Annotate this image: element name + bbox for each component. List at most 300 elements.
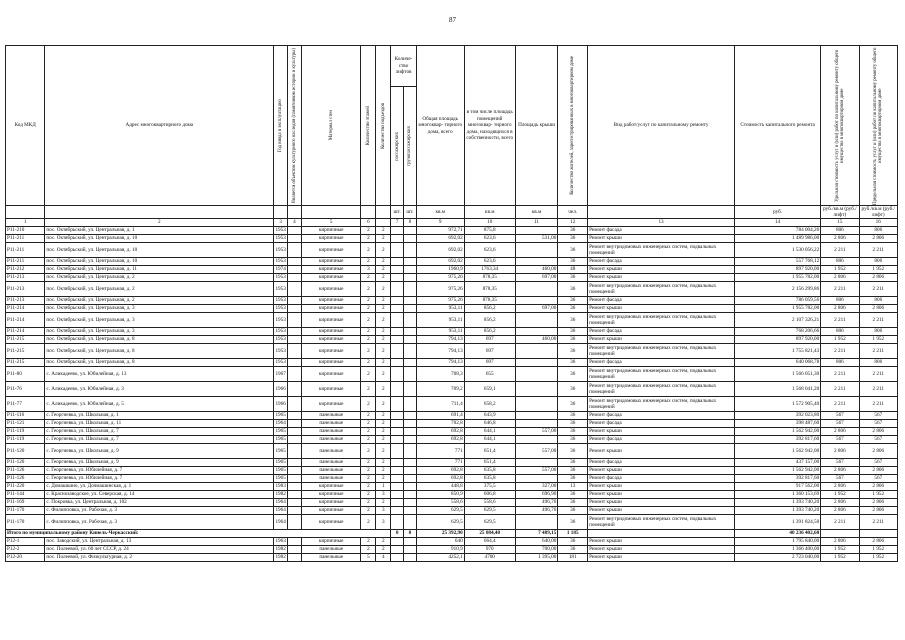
cell-unit-cost: 2 211 <box>821 242 859 257</box>
header-year: Год ввода в эксплуатацию <box>278 99 284 152</box>
cell-total-area: 711,4 <box>416 396 464 411</box>
cell-work: Ремонт фасада <box>588 257 735 265</box>
cell-code: Р11-211 <box>6 242 45 257</box>
cell-roof-area: 496,70 <box>515 506 558 514</box>
table-row <box>6 273 898 281</box>
cell-floors: 2 <box>361 435 376 443</box>
cell-address: пос. Октябрьский, ул. Центральная, д. 10 <box>45 242 274 257</box>
cell-total-area: 910,9 <box>416 545 464 553</box>
cell-unit-cost: 2 211 <box>821 343 859 358</box>
cell-material: кирпичные <box>301 381 361 396</box>
cell-entrances: 2 <box>376 435 391 443</box>
cell-max-cost: 567 <box>859 419 897 427</box>
cell-roof-area <box>515 419 558 427</box>
cell-cost: 917 562,00 <box>735 482 821 490</box>
cell-code: Р11-214 <box>6 304 45 312</box>
cell-cost: 2 156 299,86 <box>735 281 821 296</box>
cell-floors: 2 <box>361 474 376 482</box>
cell-code: Р11-214 <box>6 312 45 327</box>
cell-floors: 2 <box>361 381 376 396</box>
cell-year: 1953 <box>275 258 286 265</box>
cell-max-cost: 806 <box>859 358 897 366</box>
cell-address: с. Филипповка, ул. Рабочая, д. 3 <box>45 506 274 514</box>
cell-year: 1953 <box>274 242 288 257</box>
cell-work: Ремонт фасада <box>588 411 735 419</box>
cell-max-cost: 2 806 <box>859 466 897 474</box>
cell-work: Ремонт крыши <box>588 427 735 435</box>
cell-floors: 2 <box>361 458 376 466</box>
cell-owned-area: 856,2 <box>464 327 515 335</box>
cell-code: Р11-119 <box>6 427 45 435</box>
cell-owned-area: 558,6 <box>464 498 515 506</box>
cell-year: 1982 <box>275 554 286 561</box>
cell-work: Ремонт крыши <box>588 537 735 545</box>
cell-work: Ремонт внутридомовых инженерных систем, подвальных помещений <box>588 281 735 296</box>
cell-floors: 2 <box>361 257 376 265</box>
cell-total-area: 692,02 <box>416 234 464 242</box>
cell-roof-area <box>515 396 558 411</box>
cell-cost: 1 568 041,20 <box>735 381 821 396</box>
cell-address: пос. Октябрьский, ул. Центральная, д. 8 <box>45 343 274 358</box>
cell-entrances: 2 <box>376 335 391 343</box>
cell-code: Р11-80 <box>6 366 45 381</box>
cell-entrances: 2 <box>376 366 391 381</box>
cell-max-cost: 567 <box>859 474 897 482</box>
cell-work: Ремонт крыши <box>588 273 735 281</box>
cell-cost: 1 562 942,00 <box>735 443 821 458</box>
cell-code: Р11-170 <box>6 506 45 514</box>
cell-floors: 2 <box>361 234 376 242</box>
cell-unit-cost: 567 <box>821 458 859 466</box>
cell-entrances: 2 <box>376 242 391 257</box>
cell-entrances: 2 <box>376 466 391 474</box>
cell-roof-area: 557,00 <box>515 427 558 435</box>
cell-unit-cost: 2 211 <box>821 366 859 381</box>
cell-entrances: 2 <box>376 537 391 545</box>
table-row <box>6 234 898 242</box>
cell-roof-area <box>515 327 558 335</box>
cell-year: 1963 <box>275 538 286 545</box>
cell-address: пос. Полеевой, ул. 60 лет СССР, д. 24 <box>45 545 274 553</box>
cell-unit-cost: 567 <box>821 411 859 419</box>
cell-entrances: 2 <box>376 226 391 234</box>
cell-residents: 36 <box>558 335 588 343</box>
cell-cost: 2 723 040,00 <box>735 553 821 561</box>
cell-roof-area <box>515 242 558 257</box>
cell-roof-area <box>515 381 558 396</box>
cell-max-cost: 2 211 <box>859 381 897 396</box>
table-row <box>6 343 898 358</box>
total-cost: 40 236 402,60 <box>735 529 821 537</box>
cell-residents: 36 <box>558 506 588 514</box>
cell-max-cost: 567 <box>859 435 897 443</box>
cell-unit-cost: 1 952 <box>821 553 859 561</box>
cell-owned-area: 629,5 <box>464 506 515 514</box>
cell-floors: 2 <box>361 242 376 257</box>
cell-work: Ремонт крыши <box>588 466 735 474</box>
cell-unit-cost: 2 806 <box>821 537 859 545</box>
cell-material: панельные <box>301 458 361 466</box>
cell-material: кирпичные <box>301 514 361 529</box>
cell-address: пос. Октябрьский, ул. Центральная, д. 8 <box>45 358 274 366</box>
table-row <box>6 474 898 482</box>
cell-work: Ремонт внутридомовых инженерных систем, подвальных помещений <box>588 381 735 396</box>
cell-owned-area: 375,5 <box>464 482 515 490</box>
cell-work: Ремонт внутридомовых инженерных систем, подвальных помещений <box>588 242 735 257</box>
cell-floors: 2 <box>361 427 376 435</box>
cell-floors: 2 <box>361 396 376 411</box>
cell-cost: 1 572 905,40 <box>735 396 821 411</box>
cell-max-cost: 2 211 <box>859 343 897 358</box>
header-material: Материал стен <box>328 110 334 141</box>
cell-material: кирпичные <box>301 490 361 498</box>
cell-entrances: 2 <box>376 427 391 435</box>
cell-year: 1966 <box>274 396 288 411</box>
cell-max-cost: 2 211 <box>859 396 897 411</box>
cell-floors: 2 <box>361 506 376 514</box>
cell-unit-cost: 2 806 <box>821 234 859 242</box>
cell-unit-cost: 2 806 <box>821 273 859 281</box>
cell-residents: 36 <box>558 304 588 312</box>
cell-owned-area: 856,2 <box>464 312 515 327</box>
cell-address: пос. Октябрьский, ул. Центральная, д. 2 <box>45 273 274 281</box>
cell-total-area: 972,71 <box>416 226 464 234</box>
cell-year: 1983 <box>275 483 286 490</box>
cell-max-cost: 2 211 <box>859 281 897 296</box>
cell-address: с. Аликадеево, ул. Юбилейная, д. 5 <box>45 396 274 411</box>
cell-work: Ремонт крыши <box>588 490 735 498</box>
cell-work: Ремонт фасада <box>588 474 735 482</box>
cell-code: Р11-144 <box>6 490 45 498</box>
cell-residents: 36 <box>558 381 588 396</box>
cell-work: Ремонт внутридомовых инженерных систем, подвальных помещений <box>588 366 735 381</box>
cell-address: пос. Октябрьский, ул. Центральная, д. 1 <box>45 226 274 234</box>
cell-roof-area <box>515 312 558 327</box>
cell-year: 1953 <box>275 305 286 312</box>
cell-entrances: 2 <box>376 443 391 458</box>
cell-residents: 36 <box>558 273 588 281</box>
cell-owned-area: 651,4 <box>464 443 515 458</box>
cell-unit-cost: 1 952 <box>821 545 859 553</box>
cell-code: Р11-215 <box>6 343 45 358</box>
cell-unit-cost: 1 952 <box>821 490 859 498</box>
table-row <box>6 435 898 443</box>
cell-address: пос. Октябрьский, ул. Центральная, д. 2 <box>45 296 274 304</box>
cell-cost: 1 366 400,00 <box>735 545 821 553</box>
cell-owned-area: 644,1 <box>464 427 515 435</box>
cell-work: Ремонт внутридомовых инженерных систем, подвальных помещений <box>588 514 735 529</box>
table-row <box>6 490 898 498</box>
cell-total-area: 975,26 <box>416 296 464 304</box>
cell-address: с. Георгиевка, ул. Школьная, д. 7 <box>45 435 274 443</box>
header-cultural: Является объектом культурного наследия (памятником истории и культуры) <box>291 47 297 204</box>
cell-address: с. Георгиевка, ул. Школьная, д. 9 <box>45 443 274 458</box>
header-total-area: Общая площадь многоквар- тирного дома, всего <box>418 115 463 135</box>
cell-roof-area: 557,00 <box>515 466 558 474</box>
cell-entrances: 3 <box>376 490 391 498</box>
table-row <box>6 545 898 553</box>
table-row <box>6 443 898 458</box>
cell-work: Ремонт фасада <box>588 458 735 466</box>
cell-work: Ремонт фасада <box>588 296 735 304</box>
cell-max-cost: 2 211 <box>859 514 897 529</box>
cell-unit-cost: 2 806 <box>821 427 859 435</box>
cell-entrances: 2 <box>376 343 391 358</box>
cell-total-area: 558,6 <box>416 498 464 506</box>
cell-residents: 48 <box>558 265 588 273</box>
cell-year: 1965 <box>274 443 288 458</box>
cell-material: кирпичные <box>301 482 361 490</box>
cell-floors: 3 <box>361 265 376 273</box>
cell-material: кирпичные <box>301 396 361 411</box>
cell-year: 1974 <box>275 266 286 273</box>
cell-roof-area <box>515 281 558 296</box>
cell-code: Р11-121 <box>6 419 45 427</box>
cell-total-area: 771 <box>416 458 464 466</box>
cell-code: Р11-126 <box>6 474 45 482</box>
cell-owned-area: 635,8 <box>464 466 515 474</box>
cell-residents: 36 <box>558 537 588 545</box>
cell-residents: 36 <box>558 312 588 327</box>
cell-unit-cost: 1 952 <box>821 265 859 273</box>
total-residents: 1 185 <box>558 529 588 537</box>
cell-material: кирпичные <box>301 257 361 265</box>
cell-owned-area: 878,35 <box>464 296 515 304</box>
cell-year: 1953 <box>275 297 286 304</box>
cell-material: кирпичные <box>301 296 361 304</box>
cell-material: панельные <box>301 443 361 458</box>
cell-year: 1953 <box>274 343 288 358</box>
header-address: Адрес многоквартирного дома <box>45 46 274 206</box>
cell-total-area: 692,8 <box>416 474 464 482</box>
cell-entrances: 2 <box>376 273 391 281</box>
cell-material: панельные <box>301 545 361 553</box>
cell-floors: 2 <box>361 281 376 296</box>
cell-cost: 398 487,60 <box>735 419 821 427</box>
cell-entrances: 2 <box>376 419 391 427</box>
cell-residents: 36 <box>558 545 588 553</box>
cell-code: Р11-211 <box>6 257 45 265</box>
cell-year: 1953 <box>275 328 286 335</box>
cell-total-area: 448,8 <box>416 482 464 490</box>
cell-owned-area: 697 <box>464 358 515 366</box>
cell-roof-area: 557,00 <box>515 443 558 458</box>
cell-work: Ремонт крыши <box>588 443 735 458</box>
cell-residents: 13 <box>558 482 588 490</box>
cell-material: кирпичные <box>301 537 361 545</box>
cell-address: пос. Октябрьский, ул. Центральная, д. 3 <box>45 312 274 327</box>
cell-residents: 36 <box>558 419 588 427</box>
cell-address: с. Георгиевка, ул. Школьная, д. 1 <box>45 411 274 419</box>
cell-address: с. Аликадеево, ул. Юбилейная, д. 3 <box>45 381 274 396</box>
cell-cost: 1 530 056,22 <box>735 242 821 257</box>
cell-work: Ремонт крыши <box>588 553 735 561</box>
cell-floors: 2 <box>361 226 376 234</box>
cell-material: панельные <box>301 474 361 482</box>
cell-total-area: 692,8 <box>416 466 464 474</box>
table-row <box>6 296 898 304</box>
cell-work: Ремонт крыши <box>588 234 735 242</box>
cell-year: 1964 <box>274 514 288 529</box>
cell-material: кирпичные <box>301 234 361 242</box>
table-row <box>6 396 898 411</box>
cell-address: пос. Октябрьский, ул. Центральная, д. 2 <box>45 281 274 296</box>
cell-total-area: 4252,1 <box>416 553 464 561</box>
cell-owned-area: 623,6 <box>464 234 515 242</box>
cell-max-cost: 2 806 <box>859 506 897 514</box>
cell-code: Р11-170 <box>6 514 45 529</box>
cell-owned-area: 1763,34 <box>464 265 515 273</box>
cell-floors: 2 <box>361 343 376 358</box>
header-floors: Количество этажей <box>365 105 371 146</box>
cell-total-area: 975,26 <box>416 281 464 296</box>
cell-material: кирпичные <box>301 273 361 281</box>
cell-cost: 1 393 740,20 <box>735 506 821 514</box>
cell-code: Р11-213 <box>6 273 45 281</box>
cell-unit-cost: 567 <box>821 419 859 427</box>
cell-roof-area <box>515 226 558 234</box>
cell-cost: 1 391 824,50 <box>735 514 821 529</box>
cell-roof-area: 1 395,00 <box>515 553 558 561</box>
cell-floors: 2 <box>361 514 376 529</box>
cell-address: пос. Заводский, ул. Центральная, д. 13 <box>45 537 274 545</box>
cell-year: 1953 <box>275 359 286 366</box>
cell-residents: 36 <box>558 514 588 529</box>
cell-floors: 2 <box>361 537 376 545</box>
cell-total-area: 640 <box>416 537 464 545</box>
cell-year: 1953 <box>274 312 288 327</box>
cell-entrances: 2 <box>376 257 391 265</box>
cell-roof-area: 460,00 <box>515 335 558 343</box>
cell-entrances: 2 <box>376 296 391 304</box>
cell-total-area: 850,9 <box>416 490 464 498</box>
cell-max-cost: 2 806 <box>859 234 897 242</box>
cell-roof-area: 460,00 <box>515 265 558 273</box>
total-label: Итого по муниципальному району Кинель-Черкасский: <box>6 529 391 537</box>
total-roof-area: 7 489,15 <box>515 529 558 537</box>
cell-unit-cost: 2 211 <box>821 396 859 411</box>
header-cost: Стоимость капитального ремонта <box>740 122 815 129</box>
cell-total-area: 794,13 <box>416 358 464 366</box>
cell-max-cost: 806 <box>859 327 897 335</box>
cell-roof-area: 640,00 <box>515 537 558 545</box>
cell-residents: 36 <box>558 458 588 466</box>
cell-unit-cost: 806 <box>821 257 859 265</box>
cell-roof-area <box>515 343 558 358</box>
cell-unit-cost: 2 806 <box>821 482 859 490</box>
cell-total-area: 692,8 <box>416 427 464 435</box>
header-work: Вид работ/услуг по капитальному ремонту <box>613 122 709 129</box>
cell-material: кирпичные <box>301 327 361 335</box>
cell-roof-area <box>515 366 558 381</box>
cell-residents: 36 <box>558 343 588 358</box>
cell-entrances: 1 <box>376 482 391 490</box>
total-row <box>6 529 898 537</box>
cell-address: с. Георгиевка, ул. Школьная, д. 7 <box>45 427 274 435</box>
cell-residents: 36 <box>558 427 588 435</box>
cell-material: кирпичные <box>301 312 361 327</box>
header-unit-cost: Удельная стоимость услуг и (или) работ по капитальному ремонту общего имущества в многоквартирном доме <box>834 49 845 202</box>
cell-unit-cost: 2 211 <box>821 281 859 296</box>
cell-floors: 2 <box>361 498 376 506</box>
cell-residents: 36 <box>558 226 588 234</box>
cell-max-cost: 1 952 <box>859 545 897 553</box>
cell-address: пос. Октябрьский, ул. Центральная, д. 10 <box>45 234 274 242</box>
cell-material: кирпичные <box>301 226 361 234</box>
cell-material: кирпичные <box>301 343 361 358</box>
cell-cost: 1 393 740,20 <box>735 498 821 506</box>
cell-max-cost: 567 <box>859 458 897 466</box>
cell-total-area: 771 <box>416 443 464 458</box>
table-row <box>6 242 898 257</box>
cell-address: пос. Октябрьский, ул. Центральная, д. 3 <box>45 304 274 312</box>
cell-owned-area: 644,1 <box>464 435 515 443</box>
cell-owned-area: 606,8 <box>464 490 515 498</box>
cell-owned-area: 875,8 <box>464 226 515 234</box>
cell-address: пос. Октябрьский, ул. Центральная, д. 11 <box>45 265 274 273</box>
cell-total-area: 692,02 <box>416 257 464 265</box>
cell-residents: 36 <box>558 443 588 458</box>
total-lifts-passenger: 0 <box>391 529 404 537</box>
cell-material: кирпичные <box>301 265 361 273</box>
cell-cost: 640 068,78 <box>735 358 821 366</box>
cell-material: кирпичные <box>301 335 361 343</box>
cell-code: Р12-2 <box>6 545 45 553</box>
cell-address: пос. Полеевой, ул. Физкультурная, д. 2 <box>45 553 274 561</box>
cell-entrances: 2 <box>376 265 391 273</box>
cell-owned-area: 659,1 <box>464 381 515 396</box>
cell-address: с. Аликадеево, ул. Юбилейная, д. 13 <box>45 366 274 381</box>
cell-material: панельные <box>301 427 361 435</box>
table-row <box>6 327 898 335</box>
cell-address: с. Георгиевка, ул. Школьная, д. 9 <box>45 458 274 466</box>
cell-total-area: 629,5 <box>416 514 464 529</box>
table-row <box>6 419 898 427</box>
cell-max-cost: 567 <box>859 411 897 419</box>
total-owned-area: 25 084,40 <box>464 529 515 537</box>
cell-unit-cost: 567 <box>821 435 859 443</box>
cell-roof-area <box>515 458 558 466</box>
cell-floors: 2 <box>361 443 376 458</box>
cell-year: 1953 <box>274 281 288 296</box>
cell-cost: 1 566 051,30 <box>735 366 821 381</box>
cell-residents: 36 <box>558 327 588 335</box>
units-row: шт. шт. кв.м кв.м кв.м чел. руб. руб./кв.м (руб./лифт) руб./кв.м (руб./лифт) <box>6 206 898 219</box>
cell-work: Ремонт крыши <box>588 545 735 553</box>
table-row <box>6 265 898 273</box>
table-row <box>6 335 898 343</box>
cell-floors: 2 <box>361 327 376 335</box>
cell-material: панельные <box>301 435 361 443</box>
total-area: 25 392,90 <box>416 529 464 537</box>
cell-unit-cost: 2 806 <box>821 466 859 474</box>
table-row <box>6 427 898 435</box>
cell-roof-area: 696,90 <box>515 490 558 498</box>
cell-unit-cost: 2 806 <box>821 304 859 312</box>
cell-roof-area <box>515 257 558 265</box>
cell-floors: 2 <box>361 466 376 474</box>
cell-code: Р11-126 <box>6 466 45 474</box>
cell-code: Р12-20 <box>6 553 45 561</box>
cell-residents: 36 <box>558 257 588 265</box>
cell-cost: 1 755 821,43 <box>735 343 821 358</box>
cell-code: Р11-76 <box>6 381 45 396</box>
cell-code: Р11-215 <box>6 358 45 366</box>
cell-owned-area: 651,4 <box>464 458 515 466</box>
cell-max-cost: 2 211 <box>859 242 897 257</box>
cell-unit-cost: 806 <box>821 327 859 335</box>
cell-floors: 2 <box>361 273 376 281</box>
